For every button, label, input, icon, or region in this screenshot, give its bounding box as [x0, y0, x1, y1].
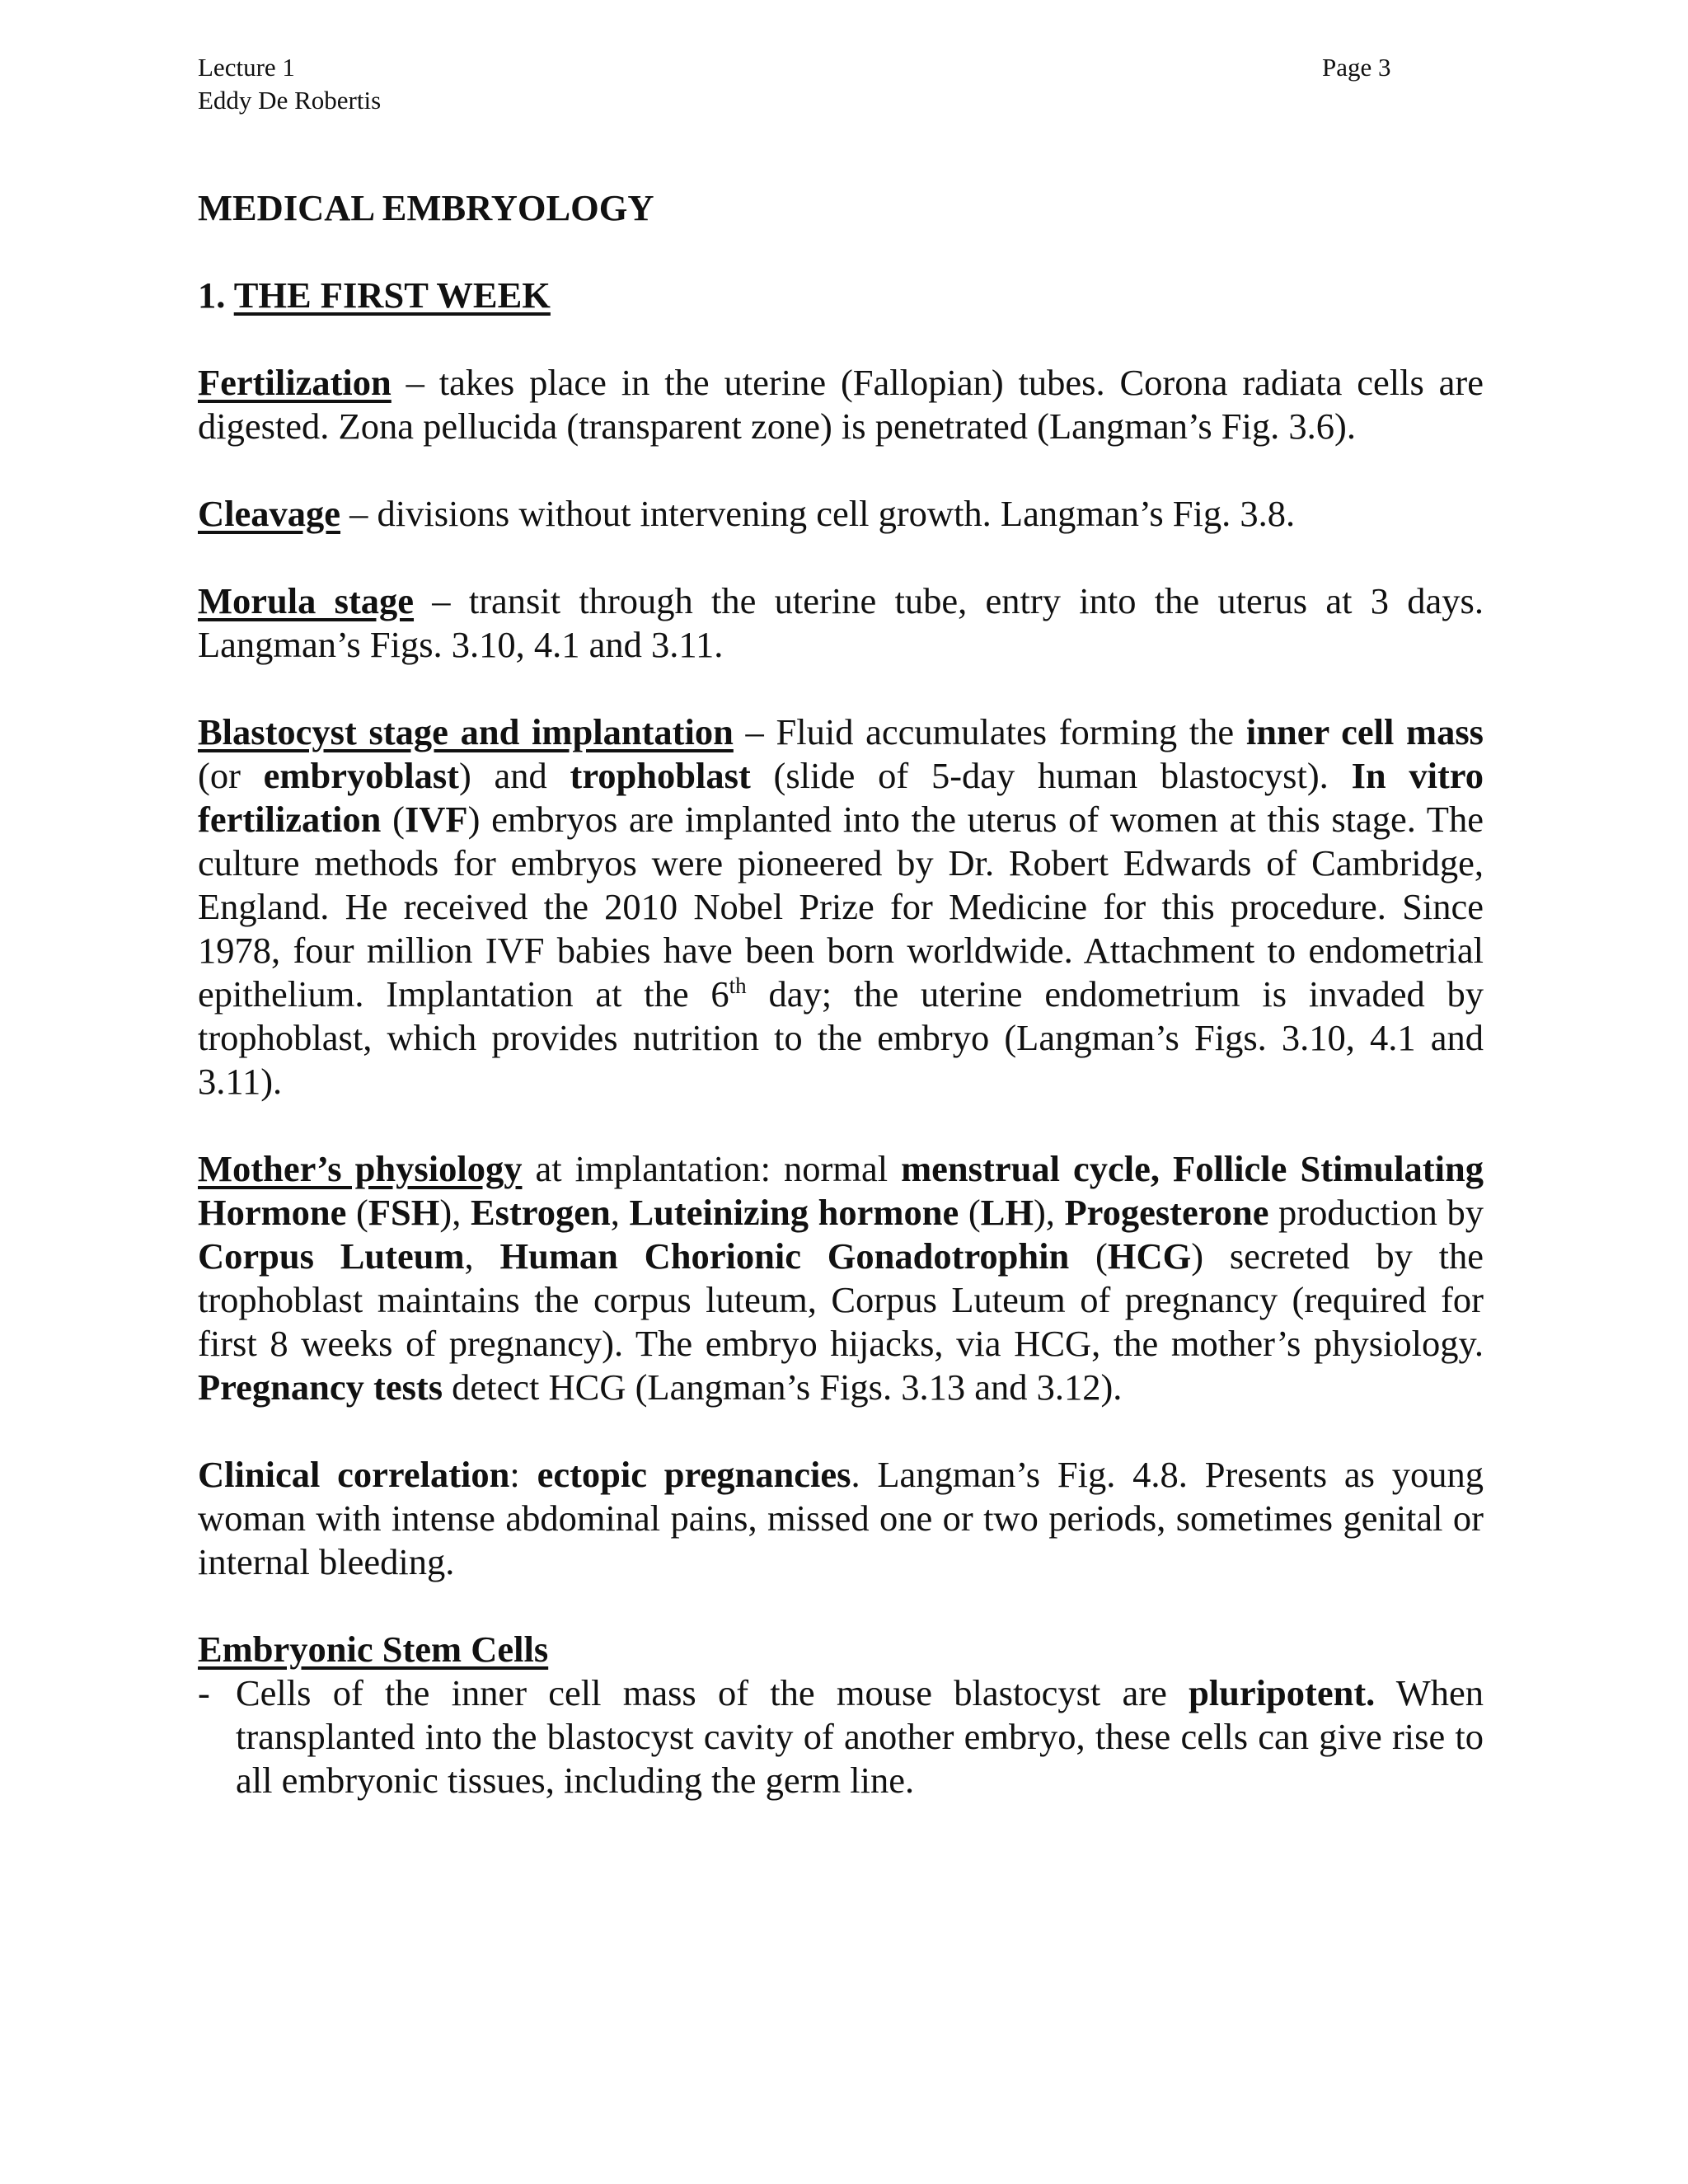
- ordinal-superscript: th: [729, 973, 747, 999]
- bold-run: IVF: [404, 799, 468, 840]
- text-run: :: [509, 1454, 537, 1495]
- text-run: (or: [198, 755, 264, 796]
- term-cleavage: Cleavage: [198, 493, 341, 534]
- paragraph-clinical-correlation: [198, 1453, 1484, 1584]
- bold-run: HCG: [1107, 1235, 1192, 1277]
- text-run: ,: [610, 1192, 630, 1233]
- page-number: Page 3: [1322, 53, 1391, 82]
- text-run: (: [959, 1192, 981, 1233]
- term-morula: Morula stage: [198, 580, 415, 621]
- text-run: . Langman’s Fig. 4.8. Presents as young woman with intense abdominal pains, missed one or two periods, sometimes genital or internal bleeding.: [198, 1454, 1484, 1582]
- text-run: – Fluid accumulates forming the: [733, 711, 1246, 752]
- text-run: (: [1069, 1235, 1108, 1277]
- list-bullet: -: [198, 1672, 210, 1713]
- bold-run: inner cell mass: [1245, 711, 1484, 752]
- section-number: 1.: [198, 274, 234, 316]
- document-body: [198, 186, 1484, 1802]
- paragraph-cleavage: [198, 492, 1484, 536]
- text-run: ) and: [458, 755, 570, 796]
- term-clinical-correlation: Clinical correlation: [198, 1454, 510, 1495]
- bold-run: pluripotent.: [1189, 1672, 1376, 1713]
- document-title: MEDICAL EMBRYOLOGY: [198, 187, 654, 228]
- section-title: THE FIRST WEEK: [233, 274, 551, 316]
- bold-run: embryoblast: [263, 755, 459, 796]
- bold-run: Pregnancy tests: [198, 1366, 443, 1408]
- bold-run: ectopic pregnancies: [537, 1454, 851, 1495]
- bold-run: LH: [980, 1192, 1034, 1233]
- text-run: Cells of the inner cell mass of the mouse blastocyst are: [236, 1672, 1189, 1713]
- author-name: Eddy De Robertis: [198, 86, 382, 115]
- term-mother-physiology: Mother’s physiology: [198, 1148, 523, 1189]
- bold-run: In vitro fertilization: [198, 755, 1484, 840]
- morula-text: – transit through the uterine tube, entry into the uterus at 3 days. Langman’s Figs. 3.10, 4.1 and 3.11.: [198, 580, 1484, 665]
- term-stem-cells: Embryonic Stem Cells: [198, 1629, 549, 1670]
- text-run: (: [381, 799, 405, 840]
- text-run: ),: [439, 1192, 471, 1233]
- bold-run: Estrogen: [470, 1192, 611, 1233]
- paragraph-mother-physiology: [198, 1147, 1484, 1409]
- text-run: day; the uterine endometrium is invaded by trophoblast, which provides nutrition to the embryo (Langman’s Figs. 3.10, 4.1 and 3.11).: [198, 973, 1484, 1102]
- bold-run: FSH: [368, 1192, 440, 1233]
- stem-cells-heading: [198, 1628, 1484, 1671]
- section-heading: [198, 274, 1484, 317]
- bold-run: Luteinizing hormone: [629, 1192, 959, 1233]
- lecture-label: Lecture 1: [198, 53, 295, 82]
- page-header-left: [198, 51, 381, 117]
- text-run: ,: [464, 1235, 500, 1277]
- bold-run: menstrual cycle, Follicle Stimulating Hormone: [198, 1148, 1484, 1233]
- list-item: [198, 1671, 1484, 1802]
- paragraph-morula: [198, 579, 1484, 667]
- text-run: (slide of 5-day human blastocyst).: [750, 755, 1352, 796]
- text-run: (: [346, 1192, 368, 1233]
- text-run: detect HCG (Langman’s Figs. 3.13 and 3.12).: [443, 1366, 1123, 1408]
- bold-run: trophoblast: [570, 755, 751, 796]
- bold-run: Human Chorionic Gonadotrophin: [499, 1235, 1070, 1277]
- text-run: ),: [1033, 1192, 1065, 1233]
- list-item-text: [236, 1671, 1484, 1802]
- text-run: When transplanted into the blastocyst cavity of another embryo, these cells can give rise to all embryonic tissues, including the germ line.: [236, 1672, 1484, 1801]
- text-run: at implantation: normal: [522, 1148, 902, 1189]
- paragraph-blastocyst: [198, 710, 1484, 1104]
- text-run: ) secreted by the trophoblast maintains the corpus luteum, Corpus Luteum of pregnancy (required for first 8 weeks of pregnancy). The embryo hijacks, via HCG, the mother’s physiology.: [198, 1235, 1484, 1364]
- text-run: production by: [1268, 1192, 1484, 1233]
- term-blastocyst: Blastocyst stage and implantation: [198, 711, 734, 752]
- fertilization-text: – takes place in the uterine (Fallopian) tubes. Corona radiata cells are digested. Zona pellucida (transparent zone) is penetrated (Langman’s Fig. 3.6).: [198, 362, 1484, 447]
- text-run: ) embryos are implanted into the uterus of women at this stage. The culture methods for embryos were pioneered by Dr. Robert Edwards of Cambridge, England. He received the 2010 Nobel Prize for Medicine for this procedure. Since 1978, four million IVF babies have been born worldwide. Attachment to endometrial epithelium. Implantation at the 6: [198, 799, 1484, 1015]
- bold-run: Corpus Luteum: [198, 1235, 465, 1277]
- cleavage-text: – divisions without intervening cell growth. Langman’s Fig. 3.8.: [340, 493, 1296, 534]
- paragraph-fertilization: [198, 361, 1484, 448]
- bold-run: Progesterone: [1064, 1192, 1269, 1233]
- term-fertilization: Fertilization: [198, 362, 392, 403]
